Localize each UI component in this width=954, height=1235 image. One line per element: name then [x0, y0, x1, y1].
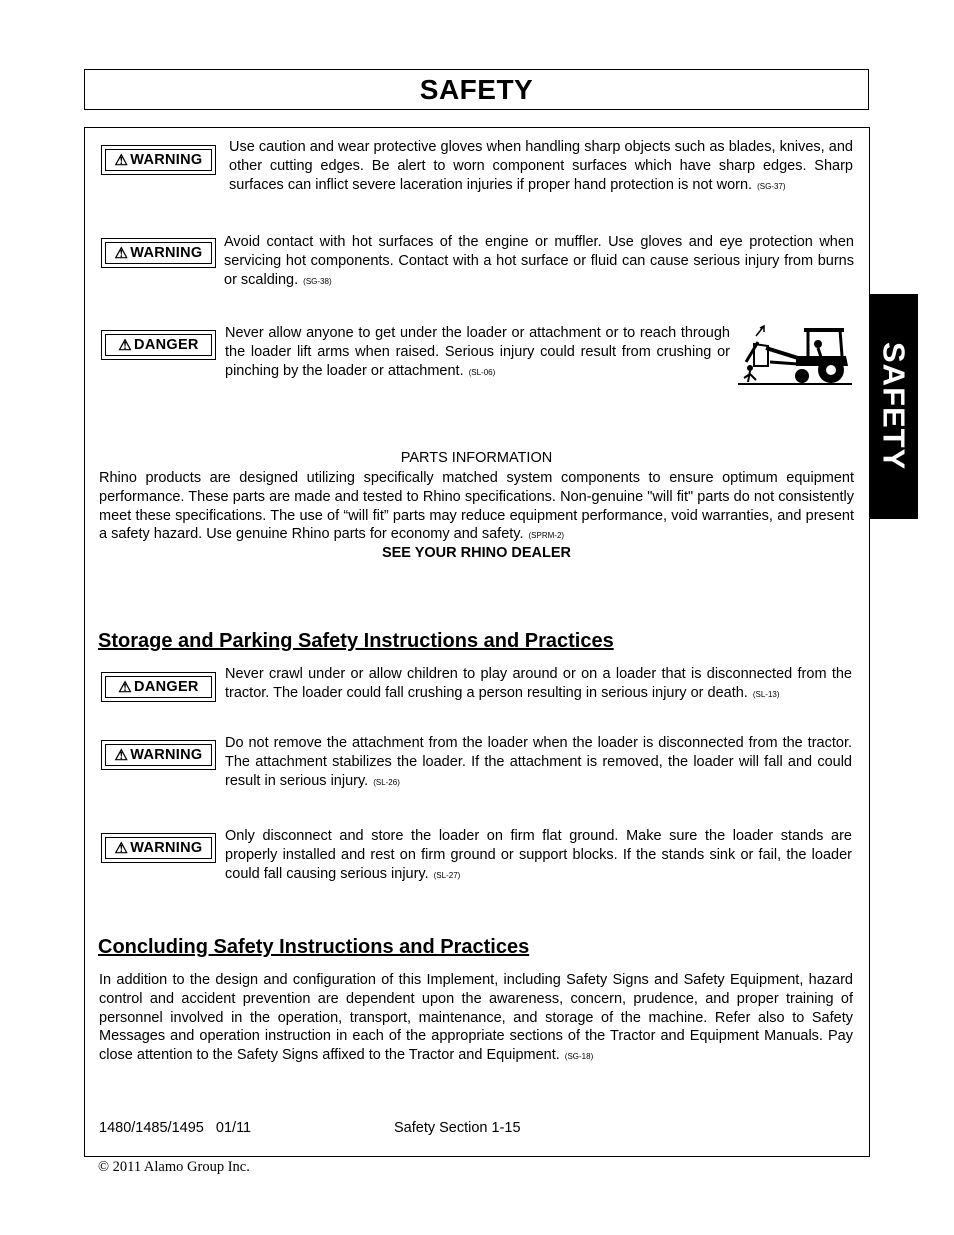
- warning-badge: ⚠ WARNING: [101, 145, 216, 175]
- danger-badge: ⚠ DANGER: [101, 330, 216, 360]
- parts-code: (SPRM-2): [528, 531, 565, 541]
- warning-badge: ⚠ WARNING: [101, 740, 216, 770]
- message-text: Use caution and wear protective gloves when handling sharp objects such as blades, knives, and other cutting edges. Be alert to worn component surfaces which have sharp edges. Sharp surfaces can inflict severe laceration injuries if proper hand protection is not worn.: [229, 139, 853, 193]
- warning-triangle-icon: ⚠: [118, 678, 133, 696]
- safety-message: [229, 138, 853, 196]
- page-header: [84, 69, 869, 110]
- warning-triangle-icon: ⚠: [114, 746, 129, 764]
- section-tab-label: SAFETY: [876, 342, 912, 471]
- message-text: Never crawl under or allow children to play around or on a loader that is disconnected from the tractor. The loader could fall crushing a person resulting in serious injury or death.: [225, 666, 852, 701]
- message-text: Never allow anyone to get under the loader or attachment or to reach through the loader lift arms when raised. Serious injury could result from crushing or pinching by the loader or attachment.: [225, 325, 730, 379]
- message-text: Do not remove the attachment from the loader when the loader is disconnected from the tractor. The attachment stabilizes the loader. If the attachment is removed, the loader will fall and could result in serious injury.: [225, 735, 852, 789]
- message-code: (SG-38): [303, 276, 332, 286]
- warning-triangle-icon: ⚠: [114, 839, 129, 857]
- message-code: (SL-06): [468, 367, 496, 377]
- message-code: (SL-26): [373, 777, 400, 787]
- parts-title: PARTS INFORMATION: [400, 450, 553, 466]
- message-code: (SL-27): [433, 870, 461, 880]
- warning-triangle-icon: ⚠: [114, 151, 129, 169]
- concluding-heading: Concluding Safety Instructions and Practices: [98, 936, 530, 958]
- safety-message: [225, 734, 852, 792]
- safety-message: [224, 233, 854, 291]
- footer-model: 1480/1485/1495 01/11: [99, 1120, 252, 1136]
- concluding-text: In addition to the design and configuration of this Implement, including Safety Signs and Safety Equipment, hazard control and accident prevention are dependent upon the awareness, concern, prudence, and proper training of personnel involved in the operation, transport, maintenance, and storage of the machine. Refer also to Safety Messages and operation instruction in each of the appropriate sections of the Tractor and Equipment Manuals. Pay close attention to the Safety Signs affixed to the Tractor and Equipment.: [99, 972, 853, 1064]
- message-text: Only disconnect and store the loader on firm flat ground. Make sure the loader stands are properly installed and rest on firm ground or support blocks. If the stands sink or fail, the loader could fall causing serious injury.: [225, 828, 852, 882]
- parts-paragraph: [99, 469, 854, 546]
- warning-triangle-icon: ⚠: [114, 244, 129, 262]
- safety-message: [225, 827, 852, 885]
- copyright: © 2011 Alamo Group Inc.: [98, 1159, 250, 1175]
- section-tab: [869, 294, 918, 519]
- storage-heading: Storage and Parking Safety Instructions and Practices: [98, 630, 614, 652]
- footer-section: Safety Section 1-15: [394, 1120, 521, 1136]
- warning-badge: ⚠ WARNING: [101, 238, 216, 268]
- danger-badge: ⚠ DANGER: [101, 672, 216, 702]
- page-title: SAFETY: [419, 73, 534, 105]
- safety-message: [225, 324, 730, 382]
- message-code: (SG-37): [757, 181, 786, 191]
- warning-triangle-icon: ⚠: [118, 336, 133, 354]
- tractor-loader-icon: [736, 322, 854, 386]
- warning-badge: ⚠ WARNING: [101, 833, 216, 863]
- message-text: Avoid contact with hot surfaces of the engine or muffler. Use gloves and eye protection when servicing hot components. Contact with a hot surface or fluid can cause serious injury from burns or scalding.: [224, 234, 854, 288]
- safety-message: [225, 665, 852, 705]
- concluding-paragraph: [99, 971, 853, 1067]
- dealer-note: SEE YOUR RHINO DEALER: [381, 545, 572, 561]
- message-code: (SL-13): [752, 689, 780, 699]
- parts-text: Rhino products are designed utilizing specifically matched system components to ensure optimum equipment performance. These parts are made and tested to Rhino specifications. Non-genuine "will fit" parts do not consistently meet these specifications. The use of “will fit” parts may reduce equipment performance, void warranties, and present a safety hazard. Use genuine Rhino parts for economy and safety.: [99, 470, 854, 543]
- concluding-code: (SG-18): [564, 1052, 594, 1062]
